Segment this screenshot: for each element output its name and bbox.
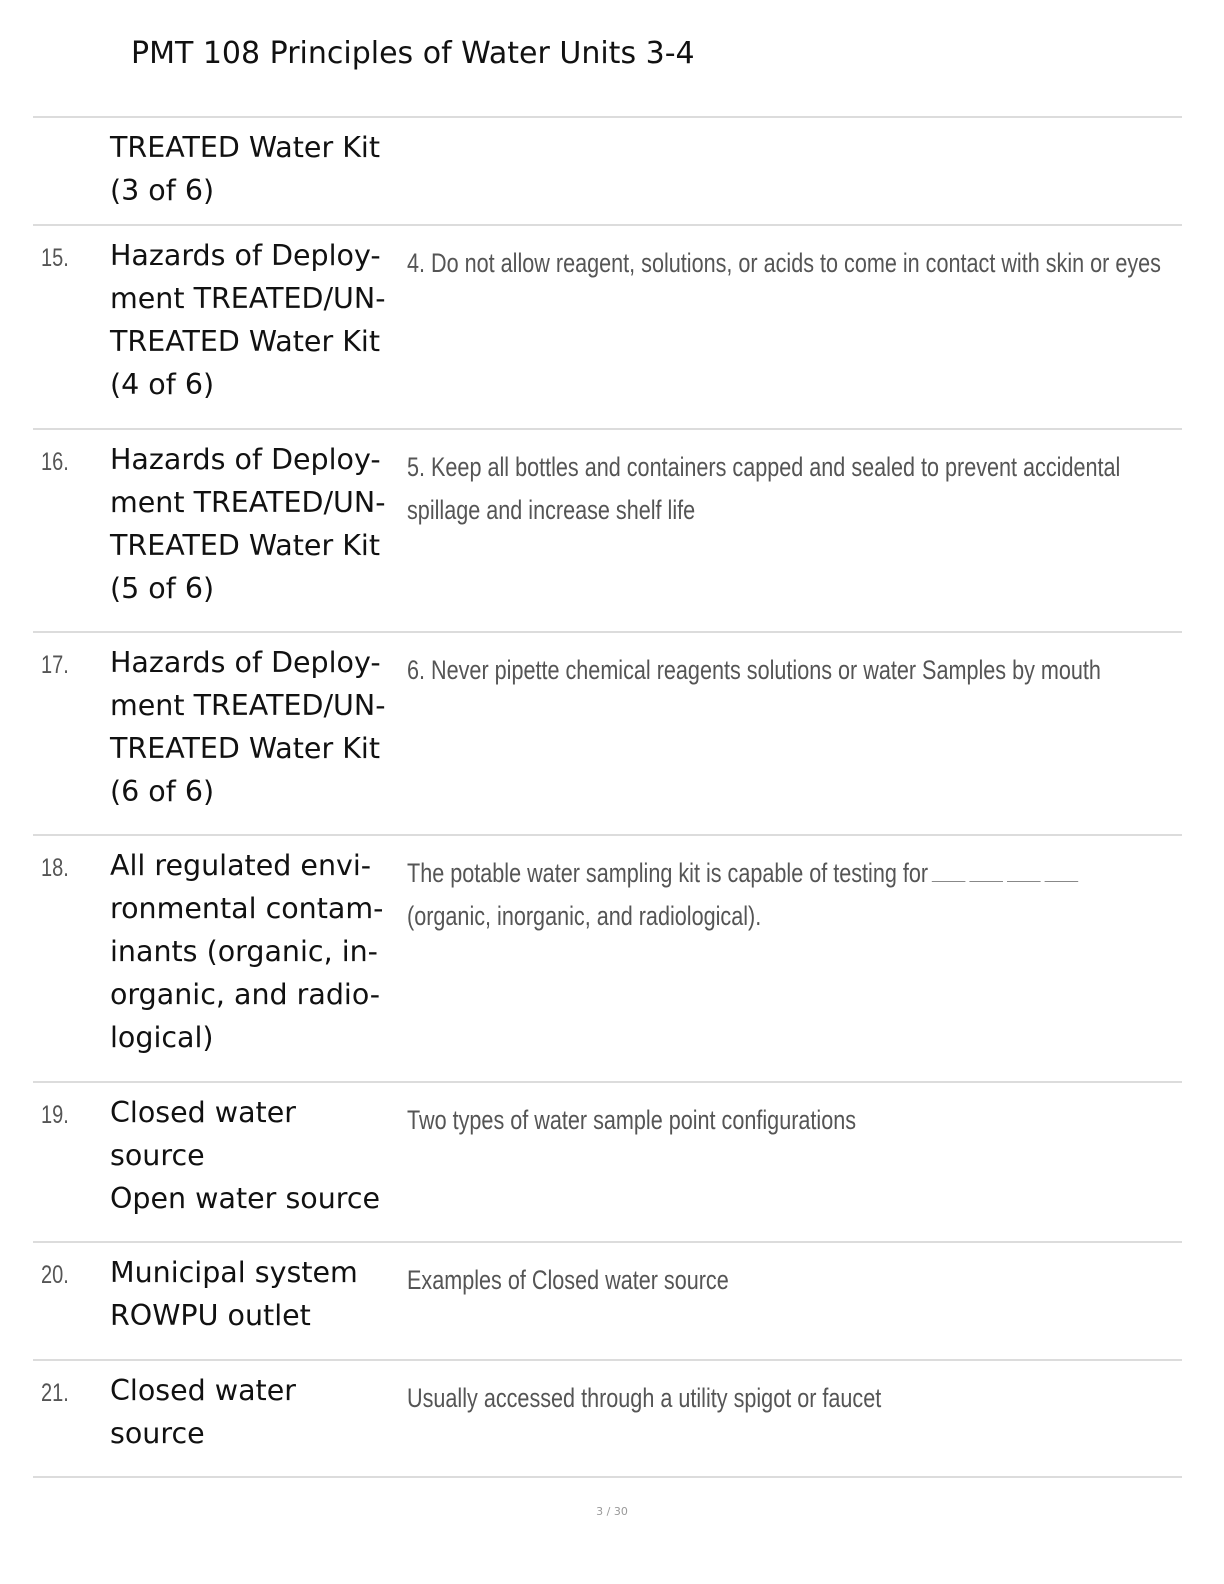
term-line: Municipal system: [110, 1256, 358, 1289]
card-row-continued: [33, 118, 1182, 226]
term-line: ment TREATED/UN-: [110, 486, 386, 519]
card-term: [110, 438, 410, 610]
definition-line: 6. Never pipette chemical reagents solutions or water Samples by mouth: [407, 655, 1101, 685]
term-line: inants (organic, in-: [110, 935, 378, 968]
card-row: [33, 1243, 1182, 1361]
term-line: Closed water: [110, 1374, 296, 1407]
card-row: [33, 1083, 1182, 1243]
card-number: 16.: [41, 448, 69, 476]
card-definition: [407, 852, 1159, 938]
card-term: [110, 234, 410, 406]
term-line: ment TREATED/UN-: [110, 282, 386, 315]
term-line: ronmental contam-: [110, 892, 384, 925]
card-number: 18.: [41, 854, 69, 882]
definition-line: spillage and increase shelf life: [407, 495, 696, 525]
card-number: 15.: [41, 244, 69, 272]
card-definition: [407, 649, 1159, 692]
term-line: TREATED Water Kit: [110, 529, 381, 562]
term-line: source: [110, 1417, 205, 1450]
term-line: (4 of 6): [110, 368, 215, 401]
term-line: All regulated envi-: [110, 849, 372, 882]
term-line: ment TREATED/UN-: [110, 689, 386, 722]
page-indicator: 3 / 30: [596, 1505, 628, 1518]
card-term: [110, 641, 410, 813]
term-line: (5 of 6): [110, 572, 215, 605]
card-row: [33, 430, 1182, 633]
definition-line: 5. Keep all bottles and containers capped and sealed to prevent accidental: [407, 452, 1121, 482]
card-term: [110, 844, 410, 1059]
card-term: [110, 1369, 410, 1455]
card-definition: [407, 1099, 1159, 1142]
term-line: source: [110, 1139, 205, 1172]
card-definition: [407, 242, 1159, 285]
card-term: [110, 1091, 410, 1220]
term-line: logical): [110, 1021, 214, 1054]
fill-blank: [970, 861, 1004, 882]
fill-blank: [1045, 861, 1079, 882]
term-line: TREATED Water Kit: [110, 732, 381, 765]
flashcard-list: [33, 116, 1182, 1478]
definition-line: [407, 852, 1159, 895]
card-number: 19.: [41, 1101, 69, 1129]
card-row: [33, 633, 1182, 836]
page-title: PMT 108 Principles of Water Units 3-4: [131, 36, 695, 71]
card-number: 20.: [41, 1261, 69, 1289]
definition-line: Two types of water sample point configurations: [407, 1105, 857, 1135]
term-line: Hazards of Deploy-: [110, 443, 381, 476]
definition-line: 4. Do not allow reagent, solutions, or acids to come in contact with skin or eyes: [407, 248, 1161, 278]
term-line: (6 of 6): [110, 775, 215, 808]
term-line: Open water source: [110, 1182, 381, 1215]
term-line: ROWPU outlet: [110, 1299, 311, 1332]
term-line: organic, and radio-: [110, 978, 381, 1011]
fill-blank: [932, 861, 966, 882]
term-line: Hazards of Deploy-: [110, 239, 381, 272]
card-number: 17.: [41, 651, 69, 679]
definition-text: The potable water sampling kit is capable of testing for: [407, 858, 929, 888]
term-line: TREATED Water Kit: [110, 325, 381, 358]
card-row: [33, 226, 1182, 430]
card-number: 21.: [41, 1379, 69, 1407]
card-term: [110, 1251, 410, 1337]
definition-line: Examples of Closed water source: [407, 1265, 729, 1295]
card-definition: [407, 1259, 1159, 1302]
card-definition: [407, 446, 1159, 532]
term-line: Hazards of Deploy-: [110, 646, 381, 679]
card-row: [33, 836, 1182, 1083]
card-row: [33, 1361, 1182, 1478]
definition-line: Usually accessed through a utility spigot or faucet: [407, 1383, 882, 1413]
card-definition: [407, 1377, 1159, 1420]
definition-line: (organic, inorganic, and radiological).: [407, 901, 762, 931]
term-line: (3 of 6): [110, 174, 215, 207]
term-line: TREATED Water Kit: [110, 131, 381, 164]
term-line: Closed water: [110, 1096, 296, 1129]
fill-blank: [1007, 861, 1041, 882]
card-term: [110, 126, 410, 212]
